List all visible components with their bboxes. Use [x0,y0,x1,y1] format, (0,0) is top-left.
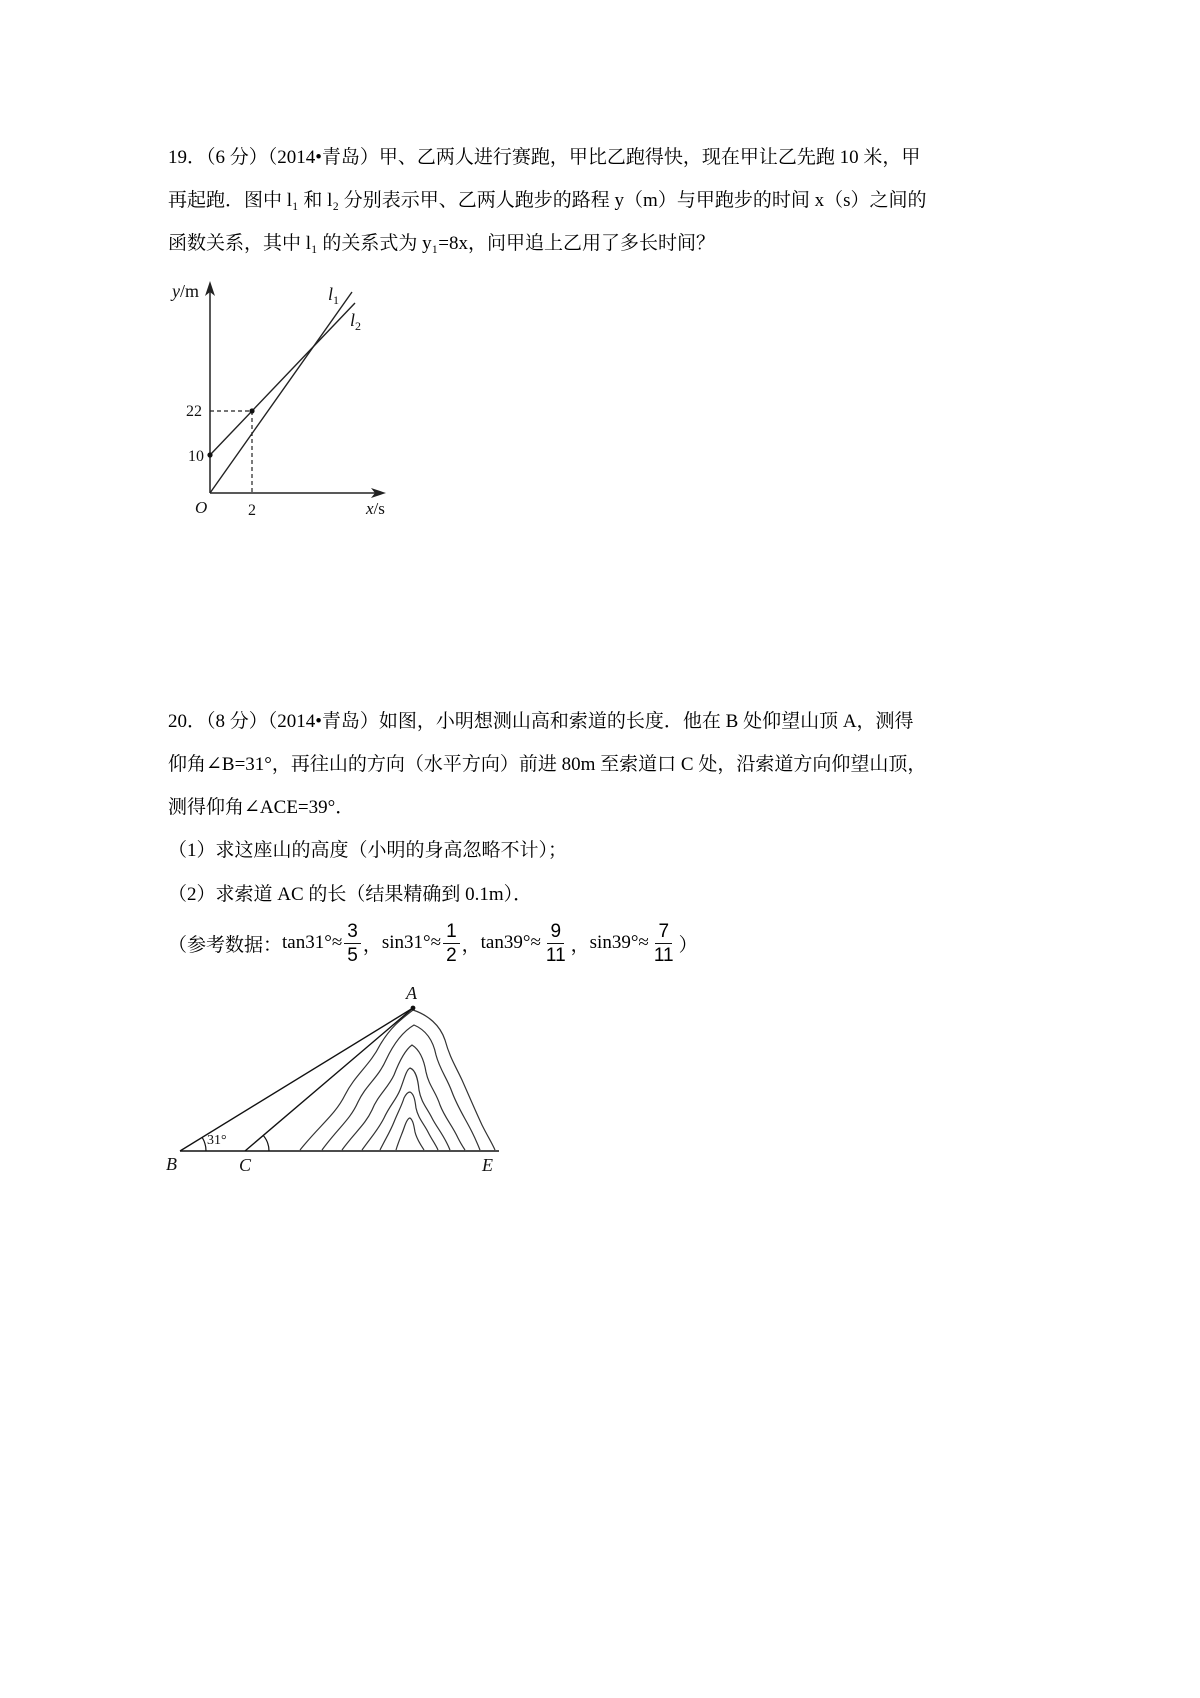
y-axis-var: y [172,281,180,301]
fraction-denominator: 11 [653,944,674,966]
reference-separator: ， [362,934,382,956]
fraction [543,920,569,967]
line-l2-sub: 2 [355,319,362,333]
fraction-denominator: 5 [347,944,358,966]
sub-question-1: （1）求这座山的高度（小明的身高忽略不计）； [168,840,568,861]
fraction-denominator: 11 [545,944,566,966]
point-label-e: E [482,1155,493,1175]
distance-time-graph [160,270,410,525]
problem-19-line: 19．（6 分）（2014•青岛）甲、乙两人进行赛跑，甲比乙跑得快，现在甲让乙先跑 10 米，甲 [168,147,921,168]
reference-expr: tan31°≈ [282,932,343,953]
y-tick-label: 22 [186,403,202,420]
y-tick-label: 10 [188,448,204,465]
fraction-numerator: 9 [547,920,564,944]
line-l1 [210,292,352,493]
reference-data [168,917,958,969]
problem-20-line: 仰角∠B=31°，再往山的方向（水平方向）前进 80m 至索道口 C 处，沿索道方向仰望山顶， [168,754,927,775]
sub-question-2: （2）求索道 AC 的长（结果精确到 0.1m）． [168,884,533,905]
mountain-contour [380,1092,438,1150]
fraction-numerator: 3 [344,920,361,944]
fraction-numerator: 7 [655,920,672,944]
angle-arc-b [202,1137,206,1151]
x-axis-var: x [366,499,374,518]
problem-20 [168,700,958,969]
y-axis-unit: /m [180,281,200,301]
point-label-c: C [239,1155,252,1175]
mountain-cableway-figure [160,980,510,1180]
mountain-contour [362,1068,450,1150]
problem-19 [168,136,958,265]
sight-line-ba [180,1008,413,1151]
x-axis-unit: /s [373,499,385,518]
line-l1-label [328,284,339,307]
reference-expr: sin31°≈ [381,932,442,953]
y-axis-label [170,281,199,301]
reference-close: ） [678,934,698,956]
marked-point [249,408,254,413]
mountain-contour [396,1118,424,1150]
angle-label: 31° [207,1133,227,1148]
problem-20-line: 测得仰角∠ACE=39°． [168,797,355,818]
problem-19-line: 函数关系，其中 l₁ 的关系式为 y₁=8x，问甲追上乙用了多长时间？ [168,233,715,254]
fraction-denominator: 2 [446,944,457,966]
fraction [443,920,460,967]
line-l2-var: l [350,310,356,330]
line-l1-sub: 1 [333,293,340,307]
intercept-point [207,452,212,457]
problem-19-line: 再起跑．图中 l₁ 和 l₂ 分别表示甲、乙两人跑步的路程 y（m）与甲跑步的时间 x（s）之间的 [168,190,927,211]
reference-expr: sin39°≈ [589,932,649,953]
line-l2 [210,303,355,455]
reference-expr: tan39°≈ [480,932,541,953]
reference-separator: ， [570,934,590,956]
reference-separator: ， [461,934,481,956]
summit-point [411,1006,416,1011]
point-label-b: B [166,1154,177,1174]
x-tick-label: 2 [248,502,256,519]
line-l2-label [350,310,361,333]
x-axis-label [365,499,385,518]
fraction [344,920,361,967]
reference-open: （参考数据： [168,934,283,956]
origin-label: O [195,498,208,517]
line-l1-var: l [328,284,334,304]
problem-20-line: 20．（8 分）（2014•青岛）如图，小明想测山高和索道的长度．他在 B 处仰望山顶 A，测得 [168,711,914,732]
point-label-a: A [406,983,417,1003]
angle-arc-c [263,1136,269,1152]
fraction-numerator: 1 [443,920,460,944]
cableway-ca [245,1008,413,1151]
fraction [651,920,677,967]
